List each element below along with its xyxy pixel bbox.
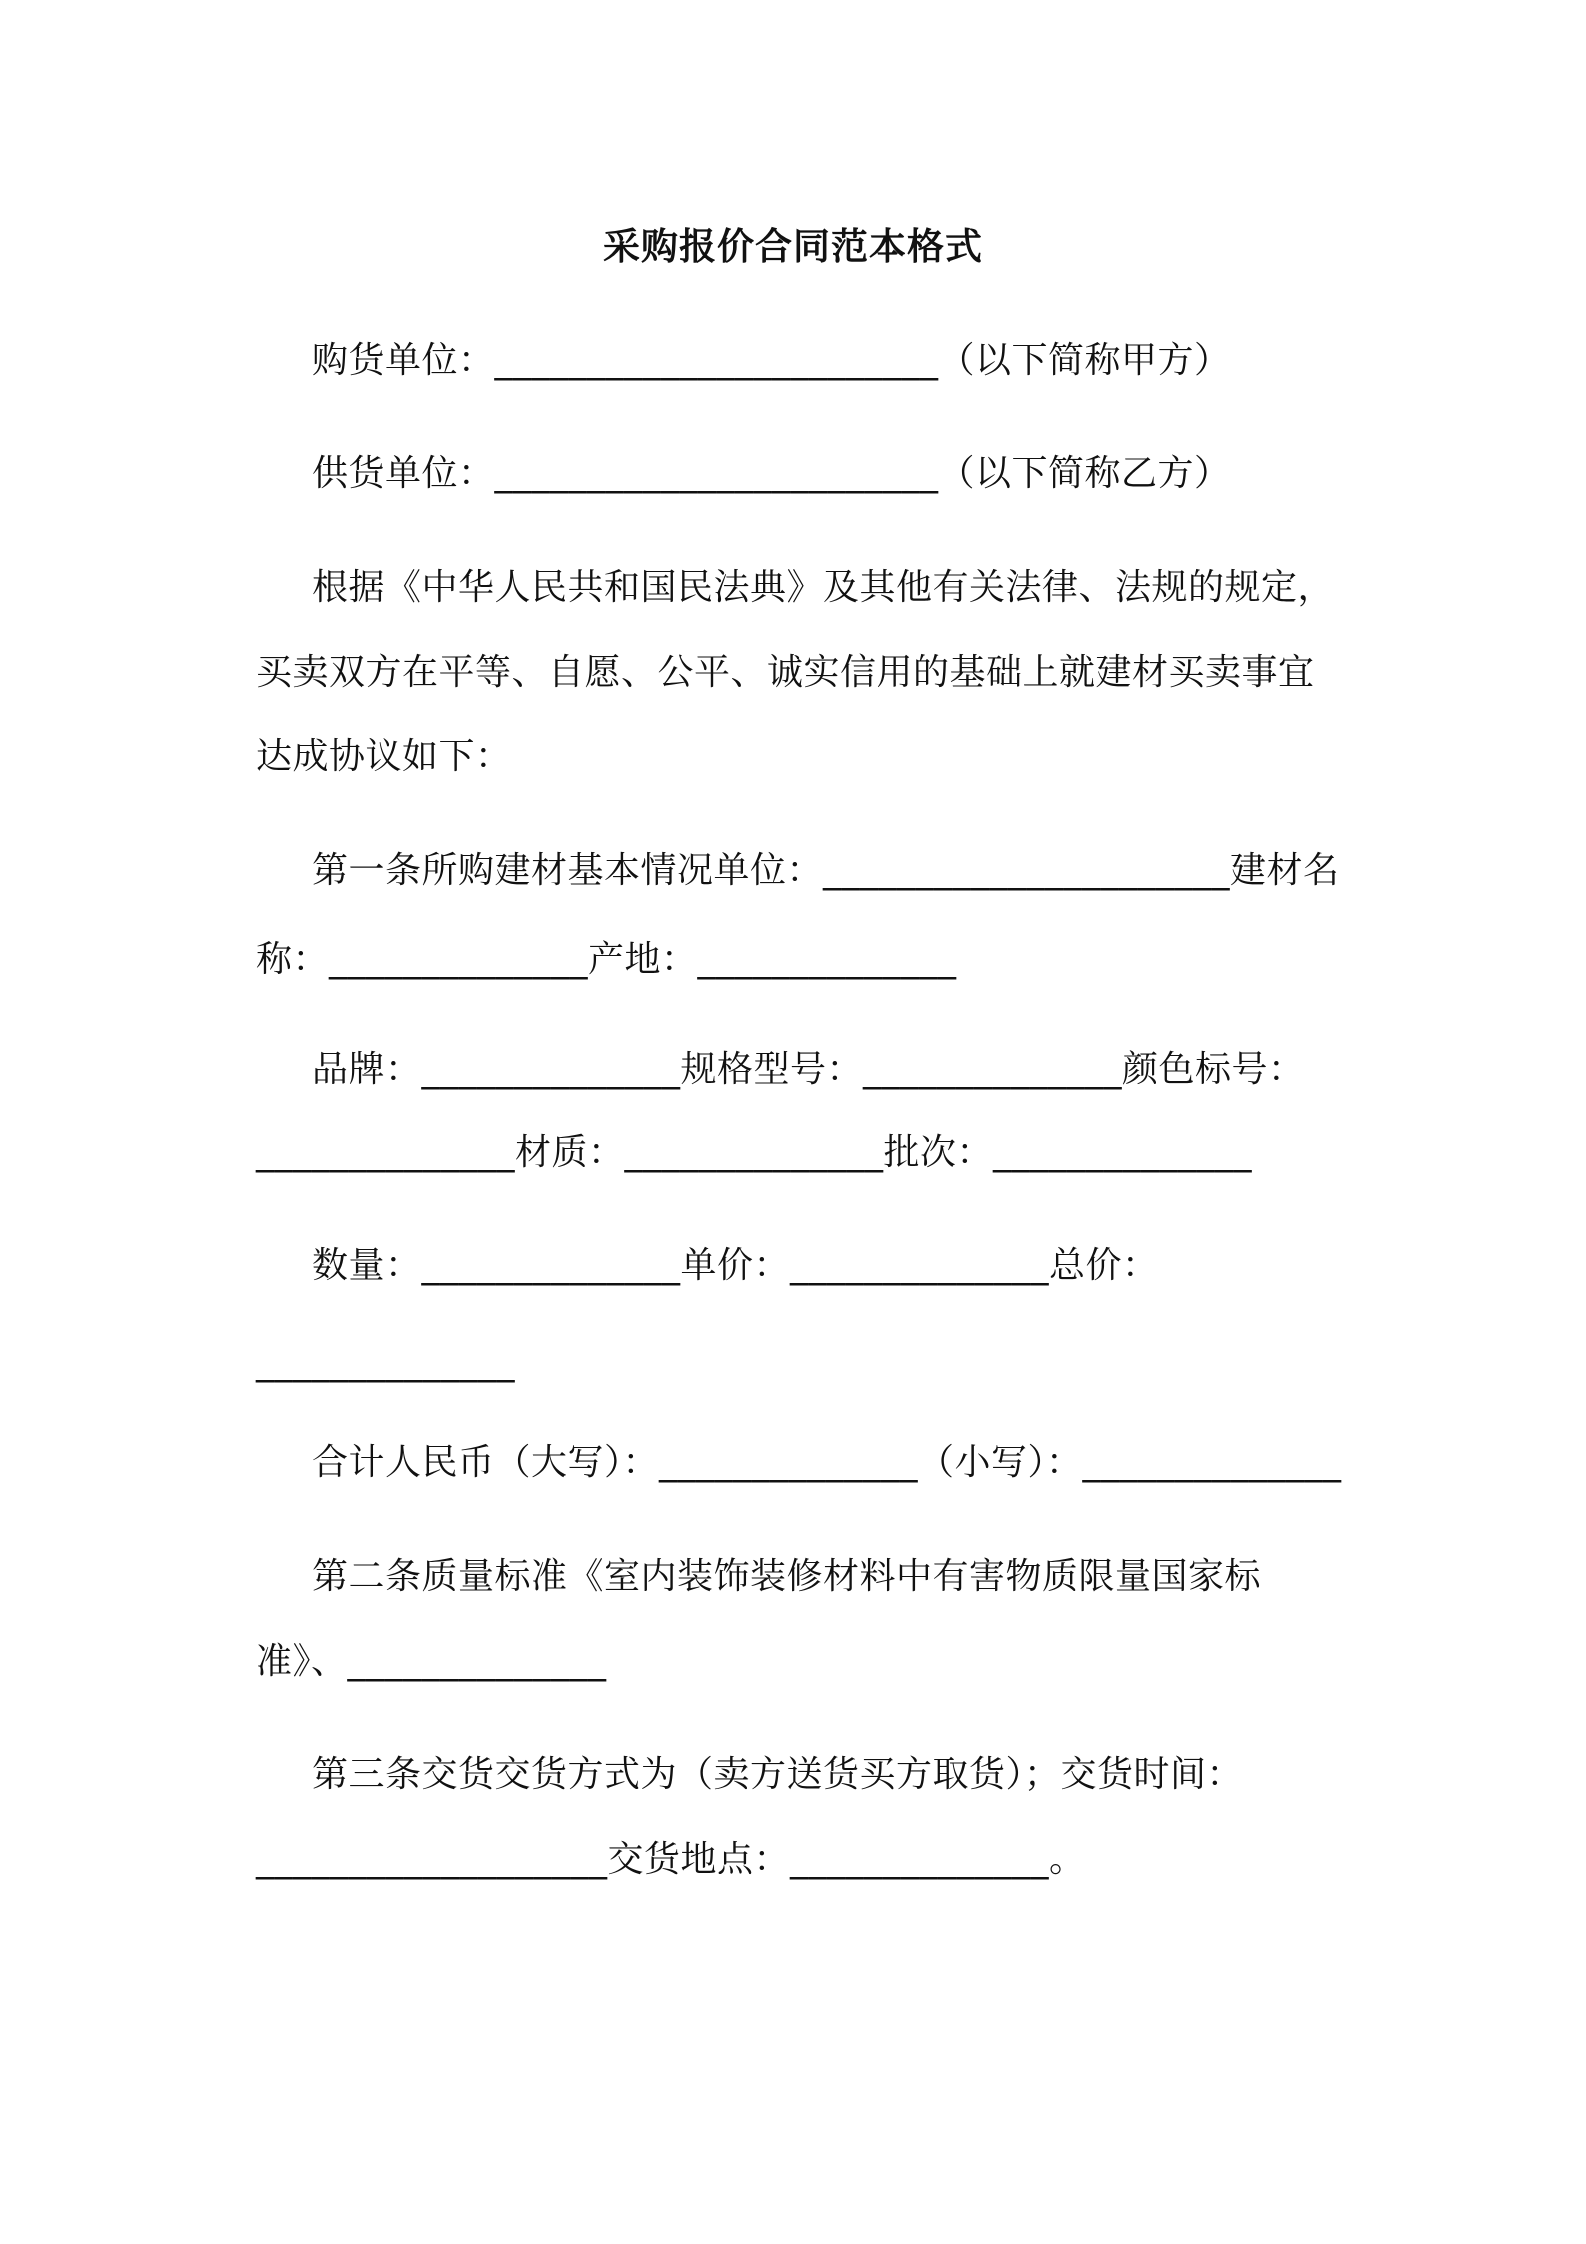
article-1-line-2: 称：______________产地：______________ <box>256 939 957 980</box>
article-3-line-1: 第三条交货交货方式为（卖方送货买方取货）；交货时间： <box>312 1754 1244 1795</box>
preamble-line-2: 买卖双方在平等、自愿、公平、诚实信用的基础上就建材买卖事宜 <box>256 652 1315 693</box>
preamble-line-3: 达成协议如下： <box>256 736 512 777</box>
article-2-line-1: 第二条质量标准《室内装饰装修材料中有害物质限量国家标 <box>312 1556 1262 1597</box>
quantity-price-line: 数量：______________单价：______________总价： <box>312 1245 1159 1286</box>
article-3-line-2: ___________________交货地点：______________。 <box>256 1839 1086 1880</box>
brand-spec-line: 品牌：______________规格型号：______________颜色标号： <box>312 1049 1305 1090</box>
material-batch-line: ______________材质：______________批次：______________ <box>256 1132 1253 1173</box>
preamble-line-1: 根据《中华人民共和国民法典》及其他有关法律、法规的规定， <box>312 567 1335 608</box>
total-price-blank: ______________ <box>256 1342 515 1383</box>
buyer-line: 购货单位：________________________（以下简称甲方） <box>312 340 1231 381</box>
supplier-line: 供货单位：________________________（以下简称乙方） <box>312 453 1231 494</box>
document-title: 采购报价合同范本格式 <box>603 225 983 268</box>
total-rmb-line: 合计人民币（大写）：______________（小写）：______________ <box>312 1442 1342 1483</box>
article-1-line-1: 第一条所购建材基本情况单位：______________________建材名 <box>312 850 1340 891</box>
article-2-line-2: 准》、______________ <box>256 1641 607 1682</box>
